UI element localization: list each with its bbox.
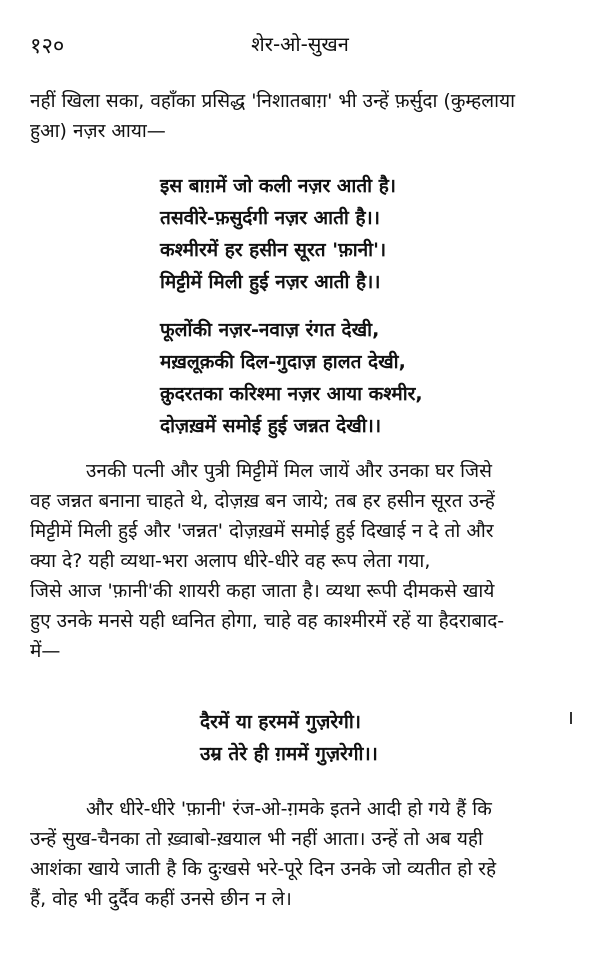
- paragraph-closing: [30, 794, 570, 914]
- verse-quatrain-1: [160, 170, 396, 298]
- verse-line: इस बाग़में जो कली नज़र आती है।: [160, 175, 396, 197]
- paragraph-intro: [30, 86, 570, 146]
- print-mark: [570, 712, 572, 724]
- page-number: १२०: [30, 34, 65, 59]
- text-line: हैं, वोह भी दुर्दैव कहीं उनसे छीन न ले।: [30, 888, 292, 910]
- text-line: जिसे आज 'फ़ानी'की शायरी कहा जाता है। व्यथा रूपी दीमकसे खाये: [30, 580, 495, 602]
- verse-line: मिट्टीमें मिली हुई नज़र आती है।।: [160, 271, 381, 293]
- verse-line: उम्र तेरे ही ग़ममें गुज़रेगी।।: [200, 743, 378, 765]
- text-line: उनकी पत्नी और पुत्री मिट्टीमें मिल जायें और उनका घर जिसे: [86, 460, 492, 482]
- verse-line: मख़लूक़की दिल-गुदाज़ हालत देखी,: [160, 351, 406, 373]
- verse-line: दोज़ख़में समोई हुई जन्नत देखी।।: [160, 415, 382, 437]
- verse-line: कश्मीरमें हर हसीन सूरत 'फ़ानी'।: [160, 239, 387, 261]
- page-header: [30, 30, 570, 60]
- verse-line: दैरमें या हरममें गुज़रेगी।: [200, 711, 361, 733]
- text-line: में—: [30, 640, 61, 662]
- text-line: नहीं खिला सका, वहाँका प्रसिद्ध 'निशातबाग़' भी उन्हें फ़र्सुदा (कुम्हलाया: [30, 90, 516, 112]
- text-line: वह जन्नत बनाना चाहते थे, दोज़ख़ बन जाये; तब हर हसीन सूरत उन्हें: [30, 490, 495, 512]
- verse-quatrain-2: [160, 314, 423, 442]
- text-line: उन्हें सुख-चैनका तो ख़्वाबो-ख़याल भी नहीं आता। उन्हें तो अब यही: [30, 828, 483, 850]
- text-line: आशंका खाये जाती है कि दुःखसे भरे-पूरे दिन उनके जो व्यतीत हो रहे: [30, 858, 497, 880]
- verse-couplet: [200, 706, 378, 770]
- paragraph-body: [30, 456, 570, 666]
- verse-line: क़ुदरतका करिश्मा नज़र आया कश्मीर,: [160, 383, 423, 405]
- text-line: मिट्टीमें मिली हुई और 'जन्नत' दोज़ख़में समोई हुई दिखाई न दे तो और: [30, 520, 494, 542]
- running-title: शेर-ओ-सुखन: [251, 32, 349, 56]
- verse-line: तसवीरे-फ़सुर्दगी नज़र आती है।।: [160, 207, 380, 229]
- text-line: हुए उनके मनसे यही ध्वनित होगा, चाहे वह काश्मीरमें रहें या हैदराबाद-: [30, 610, 505, 632]
- text-line: हुआ) नज़र आया—: [30, 120, 166, 142]
- verse-line: फूलोंकी नज़र-नवाज़ रंगत देखी,: [160, 319, 380, 341]
- text-line: और धीरे-धीरे 'फ़ानी' रंज-ओ-ग़मके इतने आदी हो गये हैं कि: [86, 798, 492, 820]
- text-line: क्या दे? यही व्यथा-भरा अलाप धीरे-धीरे वह रूप लेता गया,: [30, 550, 431, 572]
